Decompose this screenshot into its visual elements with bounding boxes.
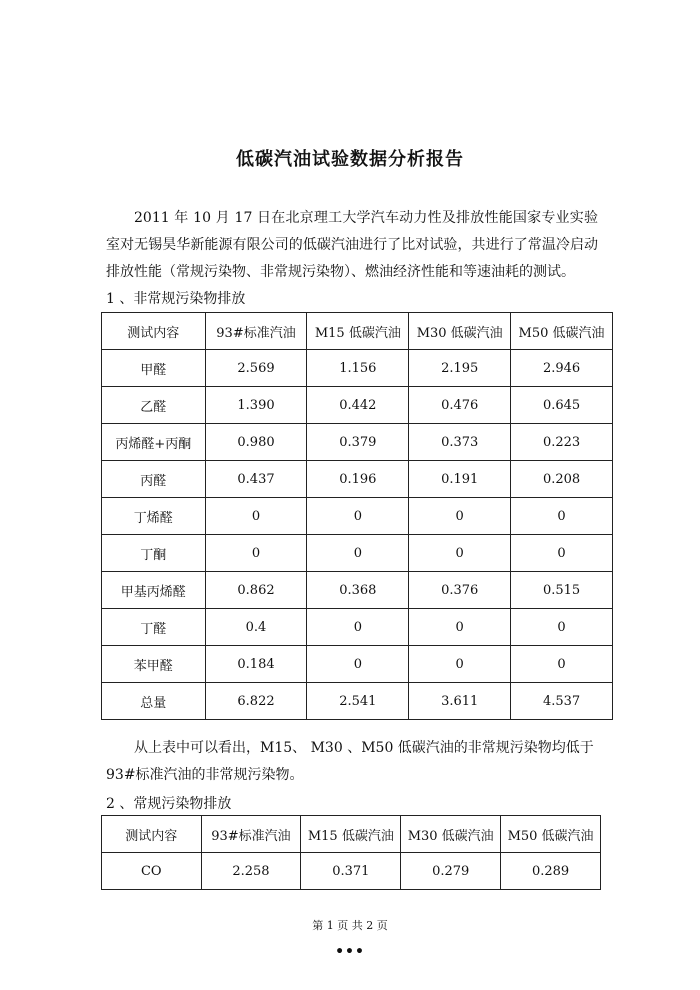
value-cell: 0.645 [511, 387, 613, 424]
value-cell: 0.371 [301, 853, 401, 890]
table-row [102, 853, 601, 890]
table-row [102, 461, 613, 498]
page-footer: 第 1 页 共 2 页 [312, 919, 388, 932]
value-cell: 0.862 [205, 572, 307, 609]
row-label-cell: CO [102, 853, 202, 890]
value-cell: 1.390 [205, 387, 307, 424]
row-label-cell: 苯甲醛 [102, 646, 206, 683]
table-row [102, 683, 613, 720]
value-cell: 2.569 [205, 350, 307, 387]
value-cell: 0.208 [511, 461, 613, 498]
more-pages-indicator[interactable]: ••• [335, 944, 365, 960]
column-header: 测试内容 [102, 313, 206, 350]
nonconventional-emissions-table [101, 312, 613, 720]
value-cell: 0.515 [511, 572, 613, 609]
row-label-cell: 甲醛 [102, 350, 206, 387]
row-label-cell: 丙烯醛+丙酮 [102, 424, 206, 461]
column-header: M50 低碳汽油 [501, 816, 601, 853]
value-cell: 0 [307, 609, 409, 646]
value-cell: 0.196 [307, 461, 409, 498]
column-header: M50 低碳汽油 [511, 313, 613, 350]
value-cell: 0.191 [409, 461, 511, 498]
row-label-cell: 丙醛 [102, 461, 206, 498]
column-header: M15 低碳汽油 [307, 313, 409, 350]
table-row [102, 387, 613, 424]
table-row [102, 609, 613, 646]
value-cell: 0 [409, 535, 511, 572]
row-label-cell: 总量 [102, 683, 206, 720]
column-header: 93#标准汽油 [201, 816, 301, 853]
conclusion-paragraph: 从上表中可以看出，M15、 M30 、M50 低碳汽油的非常规污染物均低于 93#标准汽油的非常规污染物。 [106, 740, 594, 783]
value-cell: 0.289 [501, 853, 601, 890]
column-header: 测试内容 [102, 816, 202, 853]
value-cell: 0 [511, 498, 613, 535]
value-cell: 0.223 [511, 424, 613, 461]
section1-heading: 1 、非常规污染物排放 [106, 291, 246, 307]
value-cell: 0 [409, 646, 511, 683]
value-cell: 0.476 [409, 387, 511, 424]
value-cell: 0 [511, 535, 613, 572]
value-cell: 0 [511, 646, 613, 683]
value-cell: 0 [205, 498, 307, 535]
value-cell: 0.373 [409, 424, 511, 461]
table-header-row [102, 816, 601, 853]
value-cell: 1.156 [307, 350, 409, 387]
value-cell: 0 [511, 609, 613, 646]
column-header: 93#标准汽油 [205, 313, 307, 350]
section2-heading: 2 、常规污染物排放 [106, 796, 232, 812]
intro-paragraph: 2011 年 10 月 17 日在北京理工大学汽车动力性及排放性能国家专业实验室对无锡昊华新能源有限公司的低碳汽油进行了比对试验，共进行了常温冷启动排放性能（常规污染物、非常规污染物）、燃油经济性能和等速油耗的测试。 [106, 210, 598, 280]
value-cell: 0.379 [307, 424, 409, 461]
column-header: M30 低碳汽油 [401, 816, 501, 853]
value-cell: 0 [307, 498, 409, 535]
value-cell: 0.437 [205, 461, 307, 498]
table-header-row [102, 313, 613, 350]
value-cell: 2.195 [409, 350, 511, 387]
column-header: M30 低碳汽油 [409, 313, 511, 350]
value-cell: 0.368 [307, 572, 409, 609]
value-cell: 6.822 [205, 683, 307, 720]
value-cell: 4.537 [511, 683, 613, 720]
value-cell: 2.946 [511, 350, 613, 387]
row-label-cell: 丁酮 [102, 535, 206, 572]
value-cell: 0 [307, 535, 409, 572]
row-label-cell: 丁烯醛 [102, 498, 206, 535]
value-cell: 2.258 [201, 853, 301, 890]
report-title: 低碳汽油试验数据分析报告 [236, 149, 464, 170]
table-row [102, 498, 613, 535]
table-row [102, 424, 613, 461]
table-row [102, 646, 613, 683]
value-cell: 0 [205, 535, 307, 572]
value-cell: 0.184 [205, 646, 307, 683]
row-label-cell: 丁醛 [102, 609, 206, 646]
value-cell: 0.980 [205, 424, 307, 461]
table-row [102, 572, 613, 609]
value-cell: 0 [409, 498, 511, 535]
value-cell: 0.279 [401, 853, 501, 890]
column-header: M15 低碳汽油 [301, 816, 401, 853]
row-label-cell: 甲基丙烯醛 [102, 572, 206, 609]
value-cell: 0.4 [205, 609, 307, 646]
row-label-cell: 乙醛 [102, 387, 206, 424]
conventional-emissions-table [101, 815, 601, 890]
value-cell: 0.376 [409, 572, 511, 609]
value-cell: 2.541 [307, 683, 409, 720]
value-cell: 0.442 [307, 387, 409, 424]
value-cell: 0 [409, 609, 511, 646]
table-row [102, 535, 613, 572]
value-cell: 3.611 [409, 683, 511, 720]
value-cell: 0 [307, 646, 409, 683]
table-row [102, 350, 613, 387]
